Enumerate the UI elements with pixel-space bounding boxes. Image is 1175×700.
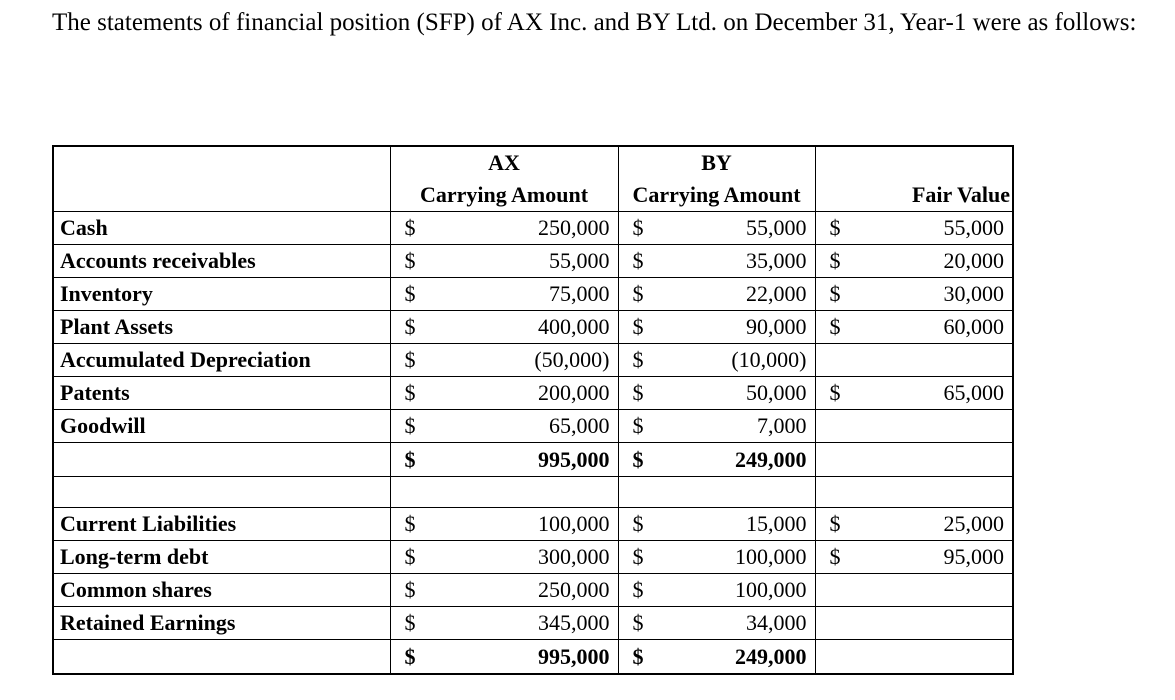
by-currency: $: [618, 574, 662, 607]
by-amount: 22,000: [662, 278, 815, 311]
row-label: Patents: [53, 377, 390, 410]
header-row-entities: [53, 146, 1013, 179]
total-row: [53, 640, 1013, 675]
row-label: Retained Earnings: [53, 607, 390, 640]
ax-amount: 345,000: [434, 607, 618, 640]
total-label-blank: [53, 640, 390, 675]
fv-currency: [815, 574, 859, 607]
ax-amount: 250,000: [434, 212, 618, 245]
by-currency: $: [618, 607, 662, 640]
fv-amount: [859, 574, 1013, 607]
row-label: Common shares: [53, 574, 390, 607]
ax-amount: (50,000): [434, 344, 618, 377]
row-label: Current Liabilities: [53, 508, 390, 541]
ax-currency: $: [390, 541, 434, 574]
fv-amount: 60,000: [859, 311, 1013, 344]
by-total-amount: 249,000: [662, 443, 815, 477]
ax-currency: $: [390, 344, 434, 377]
by-total-amount: 249,000: [662, 640, 815, 675]
fv-currency: $: [815, 377, 859, 410]
fv-currency: $: [815, 212, 859, 245]
by-amount: 100,000: [662, 574, 815, 607]
fv-currency: $: [815, 508, 859, 541]
fv-total-blank: [815, 640, 859, 675]
by-amount: (10,000): [662, 344, 815, 377]
ax-total-currency: $: [390, 640, 434, 675]
fv-amount: 25,000: [859, 508, 1013, 541]
table-row: [53, 574, 1013, 607]
ax-currency: $: [390, 212, 434, 245]
table-row: [53, 344, 1013, 377]
fv-amount: 20,000: [859, 245, 1013, 278]
ax-currency: $: [390, 574, 434, 607]
fv-amount: 95,000: [859, 541, 1013, 574]
ax-currency: $: [390, 278, 434, 311]
ax-amount: 55,000: [434, 245, 618, 278]
table-row: [53, 508, 1013, 541]
fv-currency: $: [815, 278, 859, 311]
by-amount: 55,000: [662, 212, 815, 245]
by-amount: 35,000: [662, 245, 815, 278]
fv-amount: [859, 410, 1013, 443]
ax-amount: 300,000: [434, 541, 618, 574]
fv-currency: $: [815, 245, 859, 278]
header-ax-carrying-amount: Carrying Amount: [390, 179, 618, 212]
sfp-table: [52, 145, 1014, 675]
by-amount: 50,000: [662, 377, 815, 410]
row-label: Accumulated Depreciation: [53, 344, 390, 377]
row-label: Long-term debt: [53, 541, 390, 574]
fv-currency: $: [815, 541, 859, 574]
by-currency: $: [618, 311, 662, 344]
row-label: Cash: [53, 212, 390, 245]
ax-amount: 250,000: [434, 574, 618, 607]
by-currency: $: [618, 344, 662, 377]
by-total-currency: $: [618, 640, 662, 675]
header-row-columns: [53, 179, 1013, 212]
blank-cell: [618, 477, 815, 508]
by-amount: 34,000: [662, 607, 815, 640]
ax-currency: $: [390, 607, 434, 640]
table-row: [53, 541, 1013, 574]
row-label: Accounts receivables: [53, 245, 390, 278]
by-currency: $: [618, 377, 662, 410]
ax-amount: 75,000: [434, 278, 618, 311]
ax-total-amount: 995,000: [434, 640, 618, 675]
blank-row: [53, 477, 1013, 508]
fv-total-blank: [859, 443, 1013, 477]
by-currency: $: [618, 410, 662, 443]
fv-currency: $: [815, 311, 859, 344]
fv-amount: [859, 344, 1013, 377]
header-ax: AX: [390, 146, 618, 179]
fv-total-blank: [859, 640, 1013, 675]
fv-amount: [859, 607, 1013, 640]
by-amount: 15,000: [662, 508, 815, 541]
table-row: [53, 278, 1013, 311]
table-row: [53, 377, 1013, 410]
by-currency: $: [618, 508, 662, 541]
table-row: [53, 311, 1013, 344]
intro-text: The statements of financial position (SFP) of AX Inc. and BY Ltd. on December 31, Year-1 were as follows:: [52, 9, 1137, 36]
fv-currency: [815, 410, 859, 443]
table-row: [53, 212, 1013, 245]
by-total-currency: $: [618, 443, 662, 477]
by-currency: $: [618, 212, 662, 245]
fv-currency: [815, 607, 859, 640]
header-fair-value: Fair Value: [815, 179, 1013, 212]
blank-cell: [390, 477, 618, 508]
ax-currency: $: [390, 508, 434, 541]
header-fv-blank: [815, 146, 1013, 179]
ax-currency: $: [390, 377, 434, 410]
fv-amount: 65,000: [859, 377, 1013, 410]
by-amount: 100,000: [662, 541, 815, 574]
ax-amount: 200,000: [434, 377, 618, 410]
row-label: Plant Assets: [53, 311, 390, 344]
ax-currency: $: [390, 311, 434, 344]
blank-cell: [53, 477, 390, 508]
row-label: Inventory: [53, 278, 390, 311]
fv-total-blank: [815, 443, 859, 477]
row-label: Goodwill: [53, 410, 390, 443]
fv-amount: 55,000: [859, 212, 1013, 245]
ax-amount: 65,000: [434, 410, 618, 443]
by-currency: $: [618, 541, 662, 574]
table-row: [53, 410, 1013, 443]
by-currency: $: [618, 245, 662, 278]
table-row: [53, 607, 1013, 640]
by-amount: 7,000: [662, 410, 815, 443]
header-blank: [53, 146, 390, 179]
ax-total-currency: $: [390, 443, 434, 477]
by-amount: 90,000: [662, 311, 815, 344]
ax-currency: $: [390, 245, 434, 278]
ax-total-amount: 995,000: [434, 443, 618, 477]
header-by-carrying-amount: Carrying Amount: [618, 179, 815, 212]
fv-currency: [815, 344, 859, 377]
by-currency: $: [618, 278, 662, 311]
total-label-blank: [53, 443, 390, 477]
header-by: BY: [618, 146, 815, 179]
fv-amount: 30,000: [859, 278, 1013, 311]
total-row: [53, 443, 1013, 477]
ax-currency: $: [390, 410, 434, 443]
table-row: [53, 245, 1013, 278]
ax-amount: 100,000: [434, 508, 618, 541]
ax-amount: 400,000: [434, 311, 618, 344]
blank-cell: [815, 477, 1013, 508]
header-blank: [53, 179, 390, 212]
